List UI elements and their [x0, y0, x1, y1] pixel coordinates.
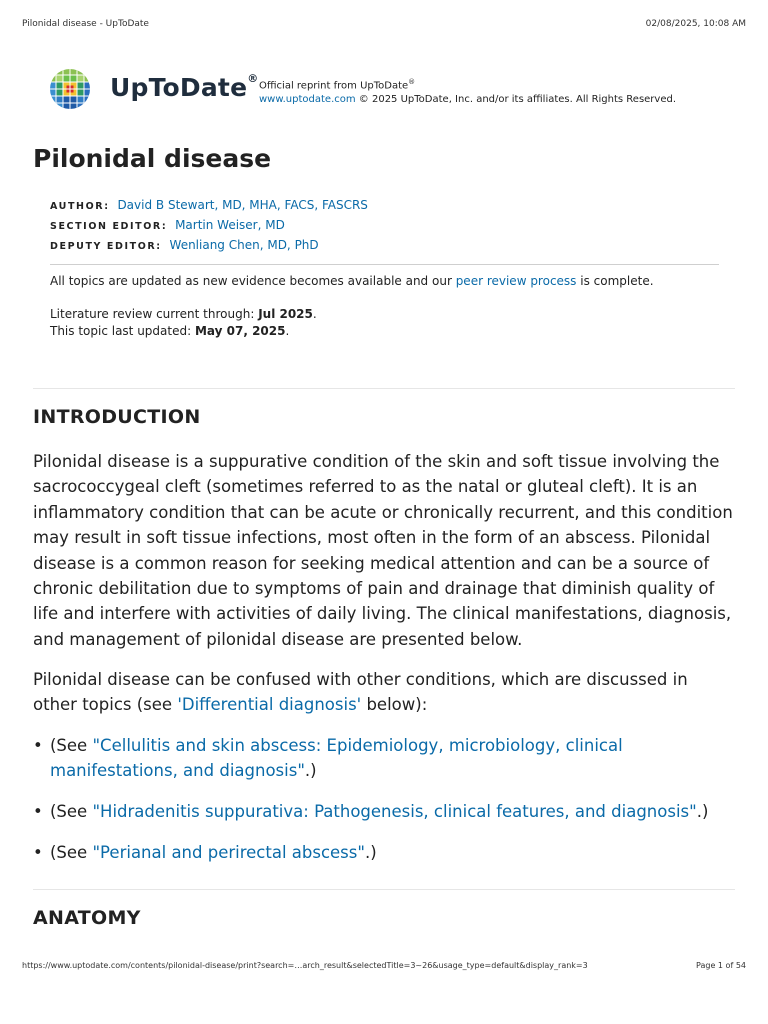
page-number: Page 1 of 54	[696, 961, 746, 970]
print-footer-url: https://www.uptodate.com/contents/pilonidal-disease/print?search=…arch_result&selectedTitle=3~26&usage_type=default&display_rank=3	[22, 961, 588, 970]
print-header-datetime: 02/08/2025, 10:08 AM	[645, 19, 746, 29]
list-item: • (See "Hidradenitis suppurativa: Pathogenesis, clinical features, and diagnosis".)	[33, 799, 733, 824]
differential-diagnosis-link[interactable]: 'Differential diagnosis'	[177, 695, 362, 715]
perianal-abscess-topic-link[interactable]: "Perianal and perirectal abscess"	[92, 843, 365, 863]
brand	[49, 68, 258, 110]
author-link[interactable]: David B Stewart, MD, MHA, FACS, FASCRS	[117, 198, 368, 212]
differential-paragraph: Pilonidal disease can be confused with other conditions, which are discussed in other topics (see 'Differential diagnosis' below):	[33, 670, 688, 715]
contributors	[50, 196, 368, 256]
introduction-heading: INTRODUCTION	[33, 406, 201, 428]
peer-review-link[interactable]: peer review process	[455, 274, 577, 288]
review-dates	[50, 306, 317, 340]
divider	[50, 264, 719, 265]
hidradenitis-topic-link[interactable]: "Hidradenitis suppurativa: Pathogenesis, clinical features, and diagnosis"	[92, 802, 697, 822]
introduction-paragraph: Pilonidal disease is a suppurative condition of the skin and soft tissue involving the sacrococcygeal cleft (sometimes referred to as the natal or gluteal cleft). It is an inflammatory condition that can be acute or chronically recurrent, and this condition may result in soft tissue infections, most often in the form of an abscess. Pilonidal disease is a common reason for seeking medical attention and can be a source of chronic debilitation due to symptoms of pain and drainage that diminish quality of life and interfere with activities of daily living. The clinical manifestations, diagnosis, and management of pilonidal disease are presented below.	[33, 452, 733, 649]
print-header-title: Pilonidal disease - UpToDate	[22, 19, 149, 29]
bullet-icon: •	[33, 843, 43, 863]
literature-review-line: Literature review current through: Jul 2025.	[50, 307, 317, 321]
deputy-editor-label: DEPUTY EDITOR:	[50, 241, 162, 252]
anatomy-heading: ANATOMY	[33, 907, 141, 929]
update-notice: All topics are updated as new evidence becomes available and our peer review process is complete.	[50, 274, 654, 288]
cellulitis-topic-link[interactable]: "Cellulitis and skin abscess: Epidemiology, microbiology, clinical manifestations, and diagnosis"	[50, 736, 623, 781]
copyright-line: www.uptodate.com © 2025 UpToDate, Inc. and/or its affiliates. All Rights Reserved.	[259, 94, 677, 106]
related-topics-list	[33, 733, 733, 881]
reprint-notice	[259, 75, 676, 107]
deputy-editor-row	[50, 236, 368, 256]
section-editor-row	[50, 216, 368, 236]
reprint-line: Official reprint from UpToDate®	[259, 78, 416, 92]
list-item: • (See "Perianal and perirectal abscess".)	[33, 840, 733, 865]
bullet-icon: •	[33, 736, 43, 755]
bullet-icon: •	[33, 802, 43, 822]
brand-name: UpToDate®	[110, 72, 259, 102]
deputy-editor-link[interactable]: Wenliang Chen, MD, PhD	[169, 238, 319, 252]
print-header	[22, 19, 746, 29]
section-editor-link[interactable]: Martin Weiser, MD	[175, 218, 285, 232]
uptodate-logo-icon	[49, 68, 91, 110]
section-editor-label: SECTION EDITOR:	[50, 221, 168, 232]
print-footer	[22, 961, 746, 970]
section-divider	[33, 388, 735, 389]
section-divider	[33, 889, 735, 890]
uptodate-site-link[interactable]: www.uptodate.com	[259, 94, 356, 106]
author-row	[50, 196, 368, 216]
page-title: Pilonidal disease	[33, 144, 272, 173]
last-updated-line: This topic last updated: May 07, 2025.	[50, 324, 290, 338]
list-item: • (See "Cellulitis and skin abscess: Epidemiology, microbiology, clinical manifestations, and diagnosis".)	[33, 733, 733, 784]
author-label: AUTHOR:	[50, 201, 110, 212]
